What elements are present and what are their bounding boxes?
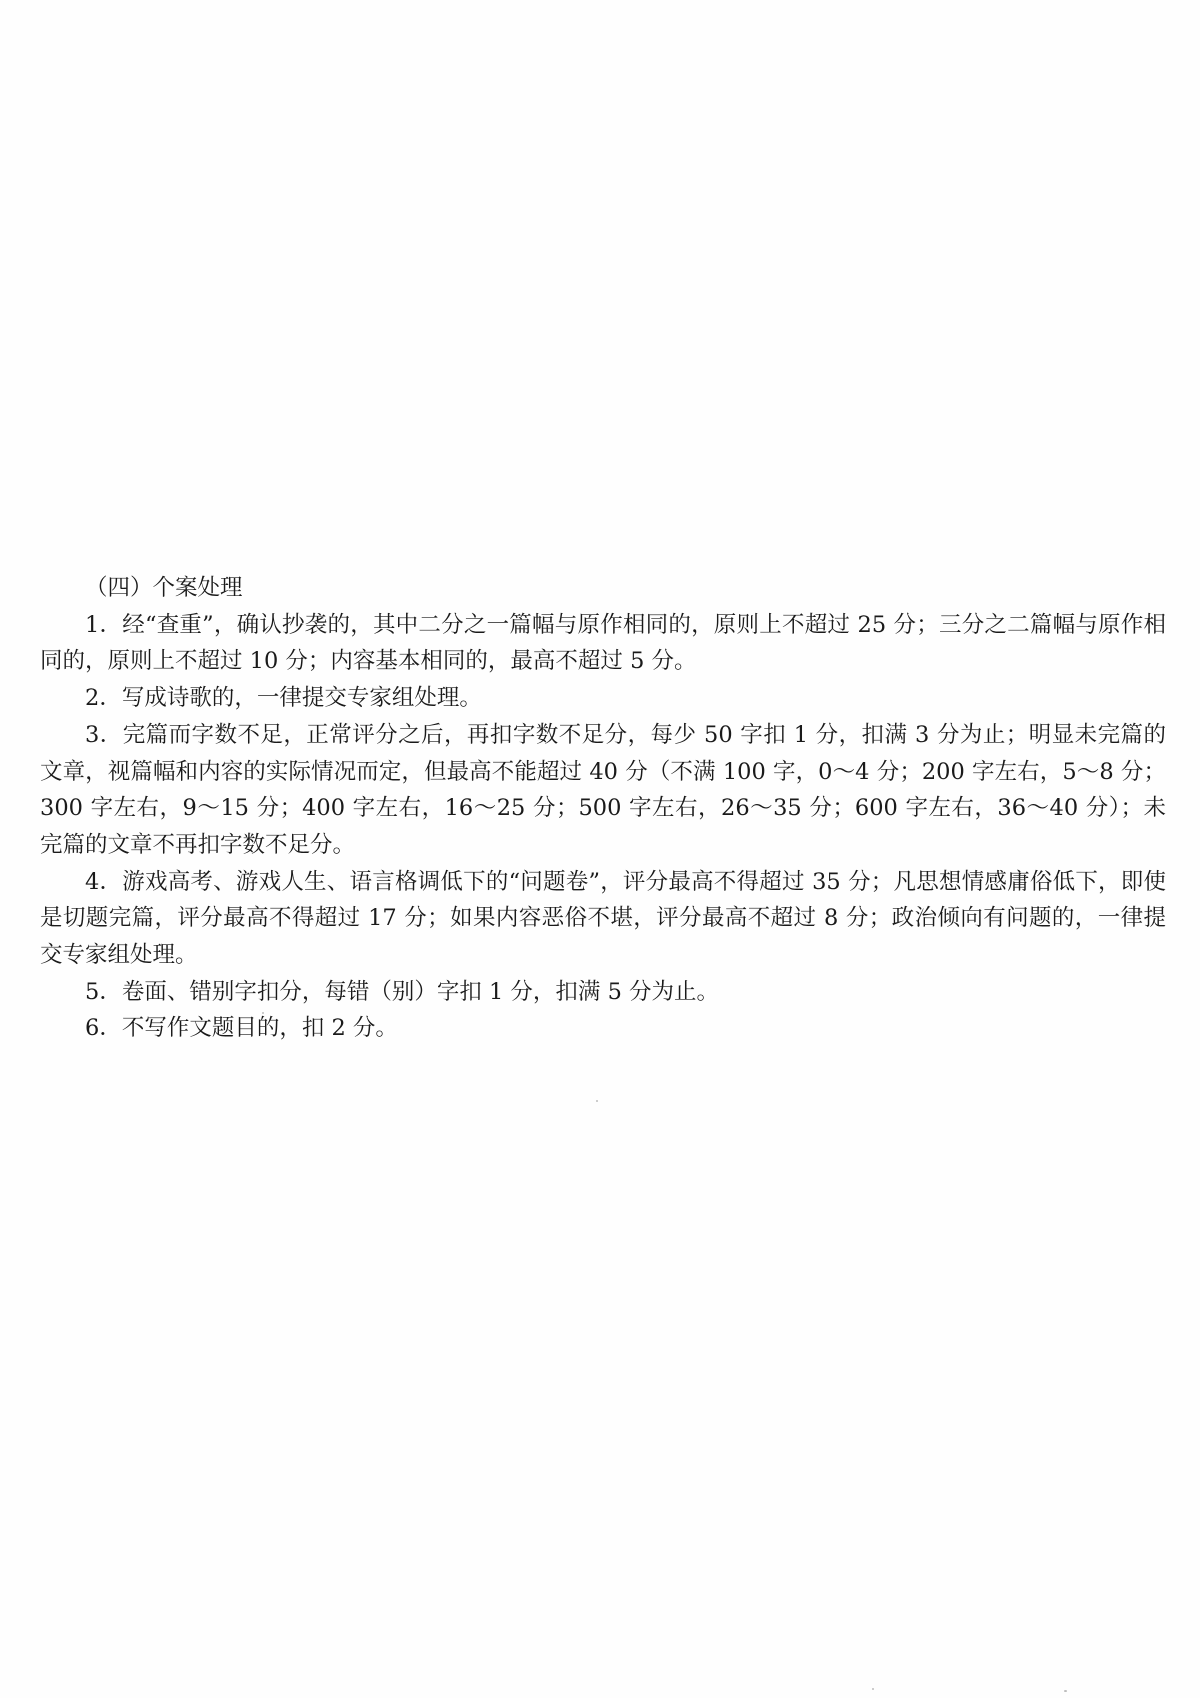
rule-item-2: 2．写成诗歌的，一律提交专家组处理。: [85, 685, 482, 712]
rule-item-6: 6．不写作文题目的，扣 2 分。: [85, 1015, 398, 1042]
rule-item-3: 3．完篇而字数不足，正常评分之后，再扣字数不足分，每少 50 字扣 1 分，扣满 3 分为止；明显未完篇的文章，视篇幅和内容的实际情况而定，但最高不能超过 40 分（不满 100 字，0～4 分；200 字左右，5～8 分；300 字左右，9～15 分；400 字左右，16～25 分；500 字左右，26～35 分；600 字左右，36～40 分）；未完篇的文章不再扣字数不足分。: [40, 721, 1166, 858]
scan-speck: [1064, 1690, 1067, 1692]
document-body: [40, 570, 1166, 1047]
rule-item-5: 5．卷面、错别字扣分，每错（别）字扣 1 分，扣满 5 分为止。: [85, 978, 720, 1005]
rule-item-1: 1．经“查重”，确认抄袭的，其中二分之一篇幅与原作相同的，原则上不超过 25 分；三分之二篇幅与原作相同的，原则上不超过 10 分；内容基本相同的，最高不超过 5 分。: [40, 611, 1166, 675]
scan-speck: [872, 1688, 874, 1690]
rule-item-4: 4．游戏高考、游戏人生、语言格调低下的“问题卷”，评分最高不得超过 35 分；凡思想情感庸俗低下，即使是切题完篇，评分最高不得超过 17 分；如果内容恶俗不堪，评分最高不超过 8 分；政治倾向有问题的，一律提交专家组处理。: [40, 868, 1166, 969]
scan-speck: [262, 1012, 264, 1014]
scan-speck: [596, 1100, 598, 1102]
section-heading: （四）个案处理: [85, 575, 243, 601]
